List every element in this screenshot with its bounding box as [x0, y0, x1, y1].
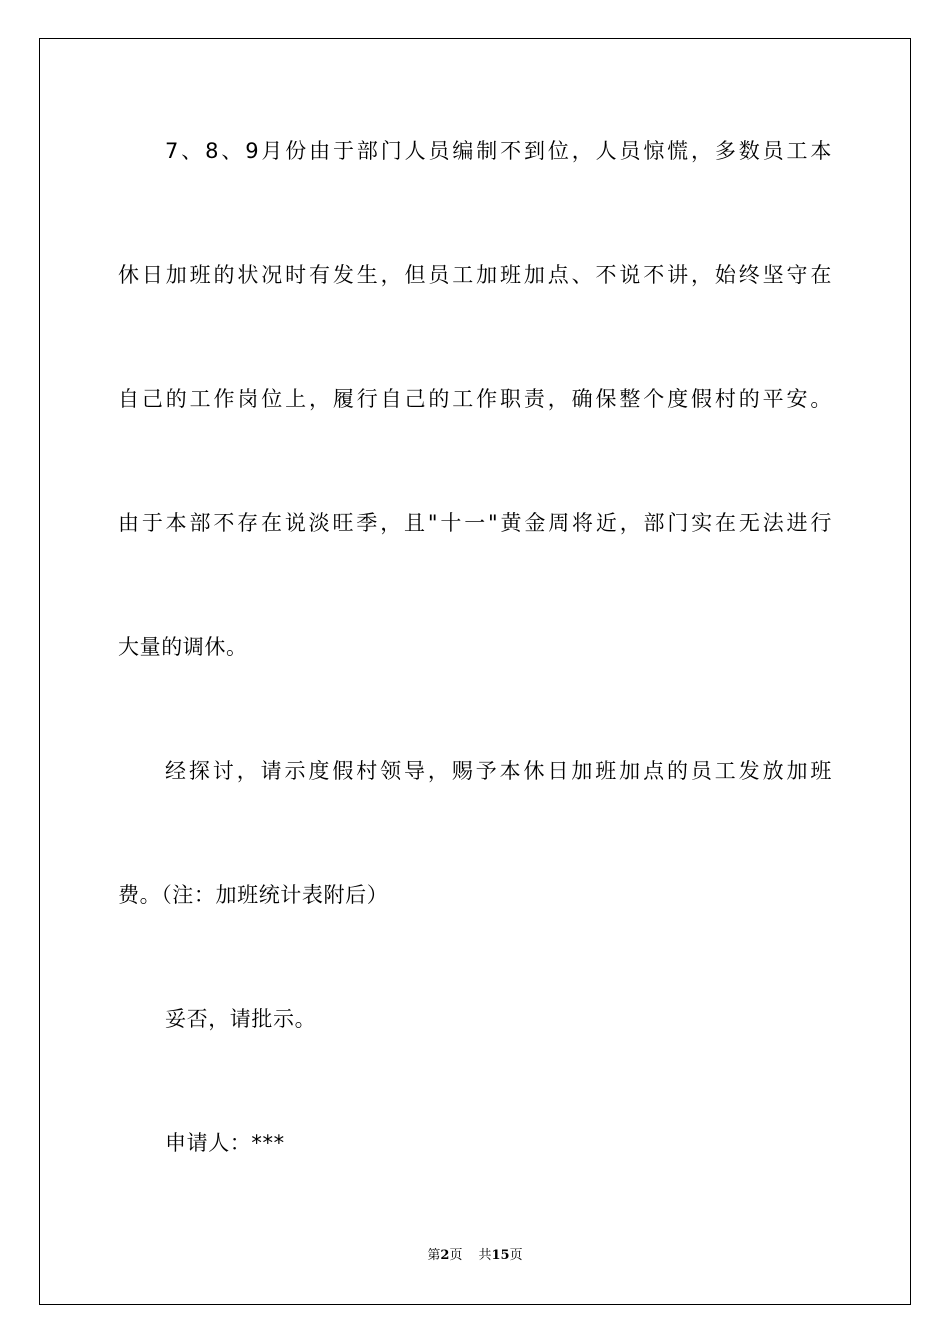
body-line-7: 费。（注：加班统计表附后）	[118, 883, 389, 907]
body-line-4: 由于本部不存在说淡旺季，且"十一"黄金周将近，部门实在无法进行	[118, 511, 832, 535]
applicant-line: 申请人：***	[165, 1131, 285, 1155]
footer-page-number: 2	[440, 1248, 450, 1263]
body-line-1: 7、8、9月份由于部门人员编制不到位，人员惊慌，多数员工本	[165, 139, 832, 163]
body-line-3: 自己的工作岗位上，履行自己的工作职责，确保整个度假村的平安。	[118, 387, 832, 411]
page-border	[39, 38, 911, 1305]
footer-total-prefix: 共	[478, 1248, 492, 1263]
footer-total-suffix: 页	[509, 1248, 523, 1263]
footer-page-prefix: 第	[427, 1248, 441, 1263]
body-line-2: 休日加班的状况时有发生，但员工加班加点、不说不讲，始终坚守在	[118, 263, 832, 287]
footer-page-suffix: 页	[449, 1248, 463, 1263]
body-line-5: 大量的调休。	[118, 635, 248, 659]
page-footer	[0, 1247, 950, 1265]
footer-total-pages: 15	[491, 1248, 510, 1263]
body-line-6: 经探讨，请示度假村领导，赐予本休日加班加点的员工发放加班	[165, 759, 832, 783]
body-line-8: 妥否，请批示。	[165, 1007, 317, 1031]
